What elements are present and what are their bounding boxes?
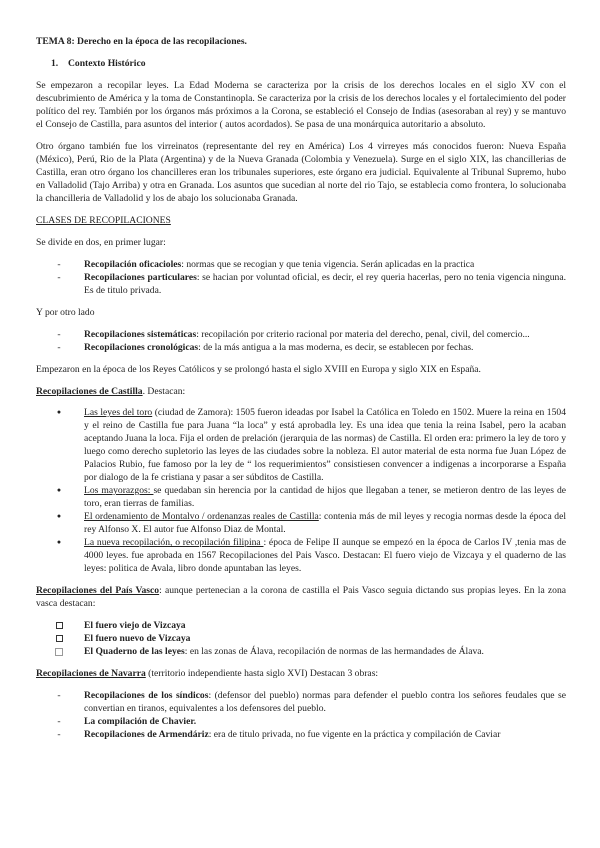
list-item-text: : se hacian por voluntad oficial, es decir, el rey queria hacerlas, pero no tenia vigencia ninguna. Es de titulo privada.	[84, 272, 566, 296]
bullet-icon: ●	[56, 408, 62, 416]
section-heading: 1. Contexto Histórico	[51, 58, 146, 69]
vasco-list	[36, 619, 566, 658]
dash-marker: -	[57, 716, 61, 727]
list-item-term: La nueva recopilación, o recopilación filipina	[84, 537, 264, 548]
list-item-term: Recopilaciones de los síndicos	[84, 690, 209, 701]
list-item-text: : época de Felipe II aunque se empezó en la época de Carlos IV ,tenia mas de 4000 leyes. fue aprobada en 1567 Recopilaciones del Pais Vasco. Destacan: El fuero viejo de Vizcaya y el quaderno de las leyes: politica de Avala, libro donde apuntaban las leyes.	[84, 537, 566, 574]
bullet-icon: ●	[56, 486, 62, 494]
navarra-heading: Recopilaciones de Navarra (territorio independiente hasta siglo XVI) Destacan 3 obras:	[36, 668, 379, 679]
list-item-text: se quedaban sin herencia por la cantidad de hijos que llegaban a tener, se metieron dentro de las leyes de toro, eran tierras de familias.	[84, 485, 566, 509]
list-item	[36, 715, 566, 728]
list-item-text: : era de titulo privada, no fue vigente en la práctica y compilación de Caviar	[208, 729, 501, 740]
clases-list-2	[36, 328, 566, 354]
list-item-text: : recopilación por criterio racional por materia del derecho, penal, civil, del comercio...	[196, 329, 530, 340]
document-page	[36, 35, 566, 750]
bullet-icon: ●	[56, 538, 62, 546]
square-bullet-icon	[53, 619, 65, 632]
list-item	[36, 645, 566, 658]
list-item-term: Los mayorazgos:	[84, 485, 154, 496]
list-item	[36, 510, 566, 536]
square-bullet-icon	[53, 632, 65, 645]
dash-marker: -	[57, 342, 61, 353]
dash-marker: -	[57, 259, 61, 270]
list-item-term: Recopilaciones de Armendáriz	[84, 729, 209, 740]
clases-intro: Se divide en dos, en primer lugar:	[36, 237, 166, 248]
list-item	[36, 728, 566, 741]
paragraph-context-2: Otro órgano también fue los virreinatos (representante del rey en América) Los 4 virreyes más conocidos fueron: Nueva España (México), Perú, Rio de la Plata (Argentina) y de la Nueva Granada (Colombia y Venezuela). Surge en el siglo XIX, las chancillerias de Castilla, eran otro órgano los chancilleres eran los tribunales superiores, este órgano era judicial. Equivalente al Tribunal Supremo, hubo en Valladolid (Tajo Arriba) y otra en Granada. Los asuntos que sucedian al norte del rio Tajo, se establecia como frontera, lo solucionaba la chancilleria de Valladolid y los de abajo los solucionaba Granada.	[36, 141, 566, 204]
list-item-term: Recopilaciones particulares	[84, 272, 197, 283]
dash-marker: -	[57, 729, 61, 740]
list-item-term: Las leyes del toro	[84, 407, 153, 418]
dash-marker: -	[57, 690, 61, 701]
list-item-term: El fuero nuevo de Vizcaya	[84, 633, 191, 644]
list-item	[36, 258, 566, 271]
castilla-heading: Recopilaciones de Castilla. Destacan:	[36, 386, 186, 397]
document-title: TEMA 8: Derecho en la época de las recopilaciones.	[36, 36, 247, 47]
list-item-text: : (defensor del pueblo) normas para defender el pueblo contra los señores feudales que se convertian en tiranos, equivalentes a los defensores del pueblo.	[84, 690, 566, 714]
list-item-term: El fuero viejo de Vizcaya	[84, 620, 186, 631]
list-item-text: : contenia más de mil leyes y recogia normas desde la época del rey Alfonso X. El autor fue Alfonso Diaz de Montal.	[84, 511, 566, 535]
clases-list-1	[36, 258, 566, 297]
list-item-term: El ordenamiento de Montalvo / ordenanzas reales de Castilla	[84, 511, 319, 522]
list-item-text: (ciudad de Zamora): 1505 fueron ideadas por Isabel la Católica en Toledo en 1502. Muere la reina en 1504 y el reino de Castilla fue para Juana “la loca” y está aprobadla ley. Es una idea que tenia la reina Isabel, pero la acaban aceptando Juana la loca. Fija el orden de prelación (jerarquia de las normas) de Castilla. El orden era: primero la ley de toro y luego como derecho supletorio las leyes de las ciudades sobre la nobleza. El autor material de esta norma fue Juan López de Palacios Rubio, fue famoso por la ley de “ los requerimientos” consistiesen convencer a indigenas a incorporarse a España por dialogo de la fe cristiana y pasar a ser súbditos de Castilla.	[84, 407, 566, 483]
list-item-term: La compilación de Chavier.	[84, 716, 197, 727]
list-item	[36, 536, 566, 575]
square-icon	[56, 622, 63, 629]
square-bullet-icon	[53, 645, 65, 658]
castilla-list	[36, 406, 566, 575]
list-item-text: : de la más antigua a la mas moderna, es decir, se establecen por fechas.	[198, 342, 474, 353]
square-icon	[55, 648, 63, 656]
list-item	[36, 689, 566, 715]
list-item-term: Recopilaciones cronológicas	[84, 342, 199, 353]
clases-heading: CLASES DE RECOPILACIONES	[36, 215, 171, 226]
list-item-term: El Quaderno de las leyes	[84, 646, 185, 657]
list-item	[36, 406, 566, 484]
list-item	[36, 484, 566, 510]
list-item	[36, 632, 566, 645]
list-item	[36, 328, 566, 341]
dash-marker: -	[57, 329, 61, 340]
dash-marker: -	[57, 272, 61, 283]
list-item-term: Recopilación oficacioles	[84, 259, 182, 270]
bullet-icon: ●	[56, 512, 62, 520]
list-item-text: : en las zonas de Álava, recopilación de normas de las hermandades de Álava.	[184, 646, 484, 657]
empezaron-paragraph: Empezaron en la época de los Reyes Católicos y se prolongó hasta el siglo XVIII en Europa y siglo XIX en España.	[36, 364, 481, 375]
navarra-list	[36, 689, 566, 741]
clases-intro-2: Y por otro lado	[36, 307, 95, 318]
list-item	[36, 619, 566, 632]
square-icon	[56, 635, 63, 642]
list-item-text: : normas que se recogian y que tenia vigencia. Serán aplicadas en la practica	[181, 259, 475, 270]
list-item	[36, 271, 566, 297]
list-item-term: Recopilaciones sistemáticas	[84, 329, 197, 340]
paragraph-context-1: Se empezaron a recopilar leyes. La Edad Moderna se caracteriza por la crisis de los derechos locales en el siglo XV con el descubrimiento de América y la toma de Constantinopla. Se caracteriza por la crisis de los derechos locales y el fortalecimiento del poder político del rey. También por los órganos más próximos a la Corona, se estableció el Consejo de Indias (asesoraban al rey) y se mantuvo el Consejo de Castilla, para asuntos del interior ( autos acordados). Se pasa de una monárquica autoritario a absoluto.	[36, 80, 566, 130]
vasco-heading: Recopilaciones del País Vasco: aunque pertenecian a la corona de castilla el Pais Vasco seguia dictando sus propias leyes. En la zona vasca destacan:	[36, 585, 566, 609]
list-item	[36, 341, 566, 354]
